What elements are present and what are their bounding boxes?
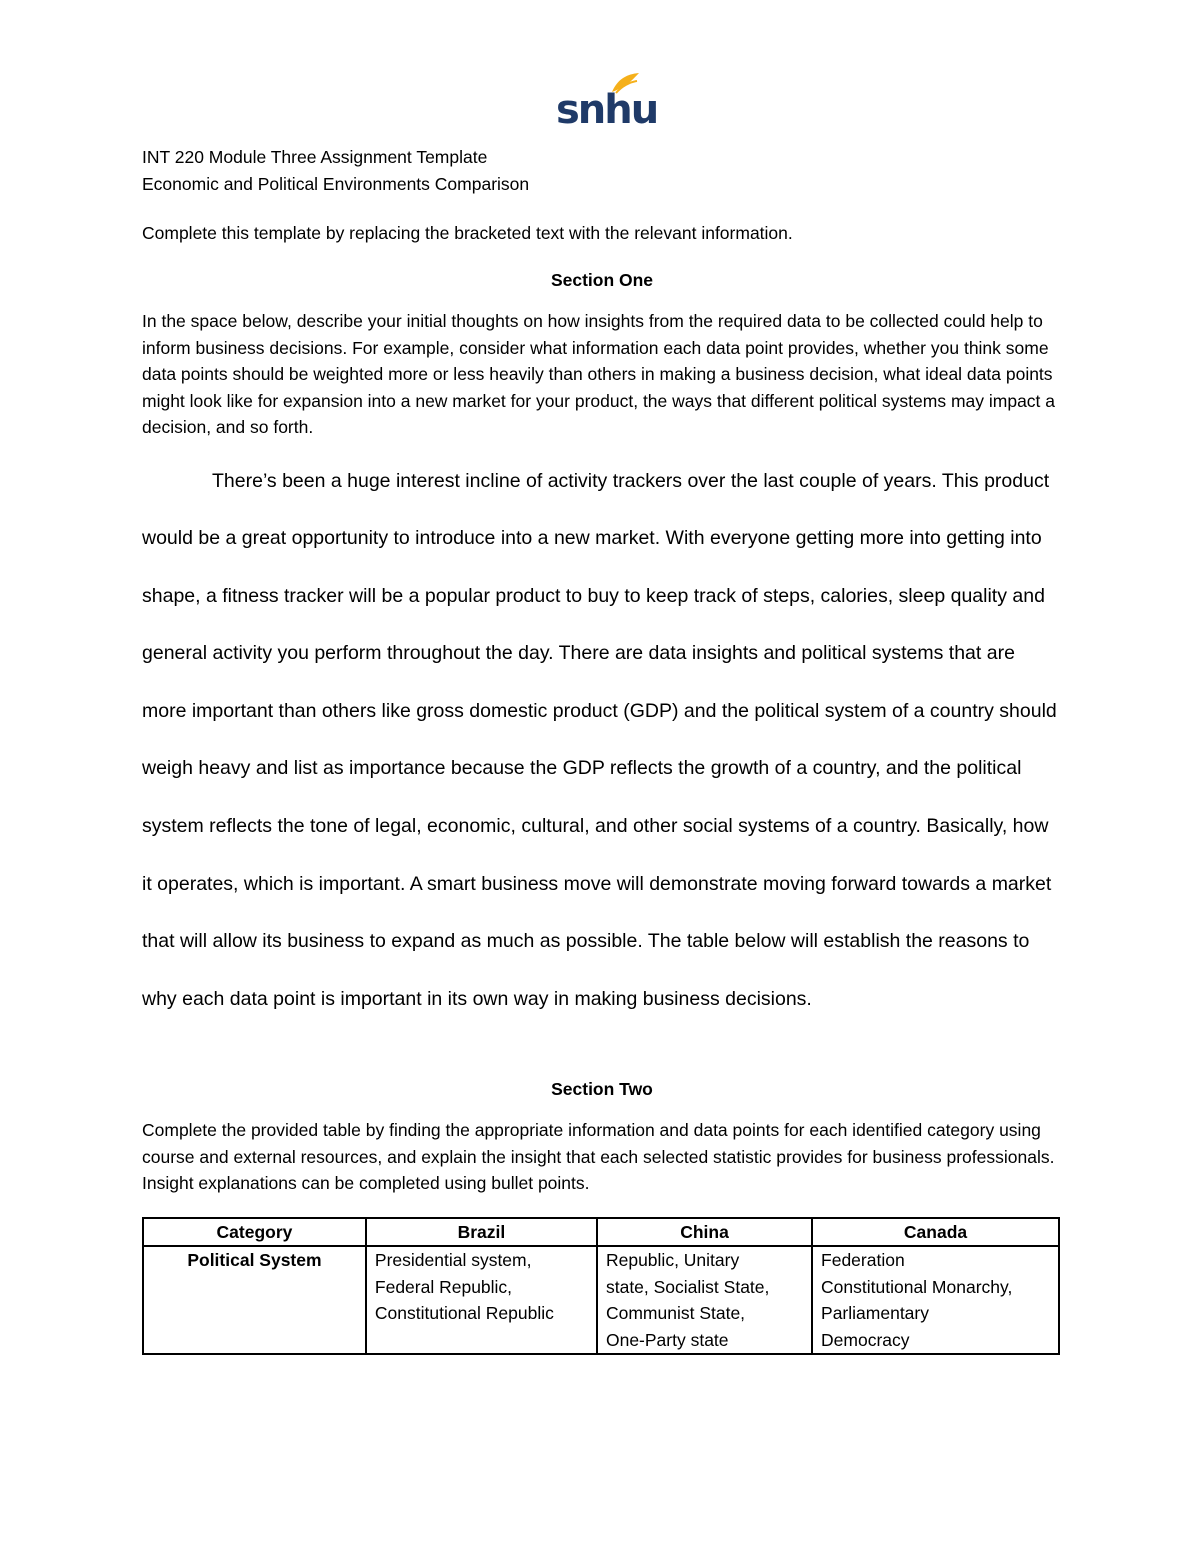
cell-brazil bbox=[366, 1246, 597, 1354]
cell-china bbox=[597, 1246, 812, 1354]
cell-line: Constitutional Republic bbox=[374, 1303, 554, 1324]
cell-line: Presidential system, bbox=[374, 1250, 532, 1271]
section-one-prompt: In the space below, describe your initial thoughts on how insights from the required data to be collected could help to inform business decisions. For example, consider what information each data point provides, whether you think some data points should be weighted more or less heavily than others in making a business decision, what ideal data points might look like for expansion into a new market for your product, the ways that different political systems may impact a decision, and so forth. bbox=[142, 311, 1056, 437]
document-title: INT 220 Module Three Assignment Template bbox=[142, 147, 488, 167]
cell-line: Parliamentary bbox=[821, 1303, 929, 1324]
cell-line: Democracy bbox=[821, 1329, 910, 1350]
section-one-title: Section One bbox=[550, 270, 654, 290]
header-canada: Canada bbox=[812, 1218, 1059, 1247]
comparison-table bbox=[142, 1217, 1060, 1356]
template-instructions: Complete this template by replacing the bracketed text with the relevant information. bbox=[142, 223, 793, 243]
cell-line: Republic, Unitary bbox=[605, 1250, 740, 1271]
section-two-title: Section Two bbox=[551, 1079, 653, 1100]
cell-line: Federal Republic, bbox=[374, 1276, 513, 1297]
table-header-row bbox=[143, 1218, 1059, 1247]
cell-line: Constitutional Monarchy, bbox=[821, 1276, 1013, 1297]
snhu-logo bbox=[556, 72, 658, 134]
document-subtitle: Economic and Political Environments Comparison bbox=[142, 174, 530, 194]
cell-line: state, Socialist State, bbox=[605, 1276, 770, 1297]
cell-line: Communist State, bbox=[605, 1303, 746, 1324]
header-brazil: Brazil bbox=[366, 1218, 597, 1247]
cell-line: One-Party state bbox=[605, 1329, 729, 1350]
header-china: China bbox=[597, 1218, 812, 1247]
cell-line: Federation bbox=[821, 1250, 905, 1271]
cell-canada bbox=[812, 1246, 1059, 1354]
section-two-prompt: Complete the provided table by finding the appropriate information and data points for each identified category using course and external resources, and explain the insight that each selected statistic provides for business professionals. Insight explanations can be completed using bullet points. bbox=[142, 1120, 1055, 1194]
section-one-response: There’s been a huge interest incline of activity trackers over the last couple of years. This product would be a great opportunity to introduce into a new market. With everyone getting more into getting into shape, a fitness tracker will be a popular product to buy to keep track of steps, calories, sleep quality and general activity you perform throughout the day. There are data insights and political systems that are more important than others like gross domestic product (GDP) and the political system of a country should weigh heavy and list as importance because the GDP reflects the growth of a country, and the political system reflects the tone of legal, economic, cultural, and other social systems of a country. Basically, how it operates, which is important. A smart business move will demonstrate moving forward towards a market that will allow its business to expand as much as possible. The table below will establish the reasons to why each data point is important in its own way in making business decisions. bbox=[142, 469, 1057, 1010]
cell-category: Political System bbox=[143, 1246, 366, 1354]
header-category: Category bbox=[143, 1218, 366, 1247]
logo-wordmark: snhu bbox=[556, 87, 658, 133]
table-row bbox=[143, 1246, 1059, 1354]
document-body bbox=[142, 144, 1062, 1355]
